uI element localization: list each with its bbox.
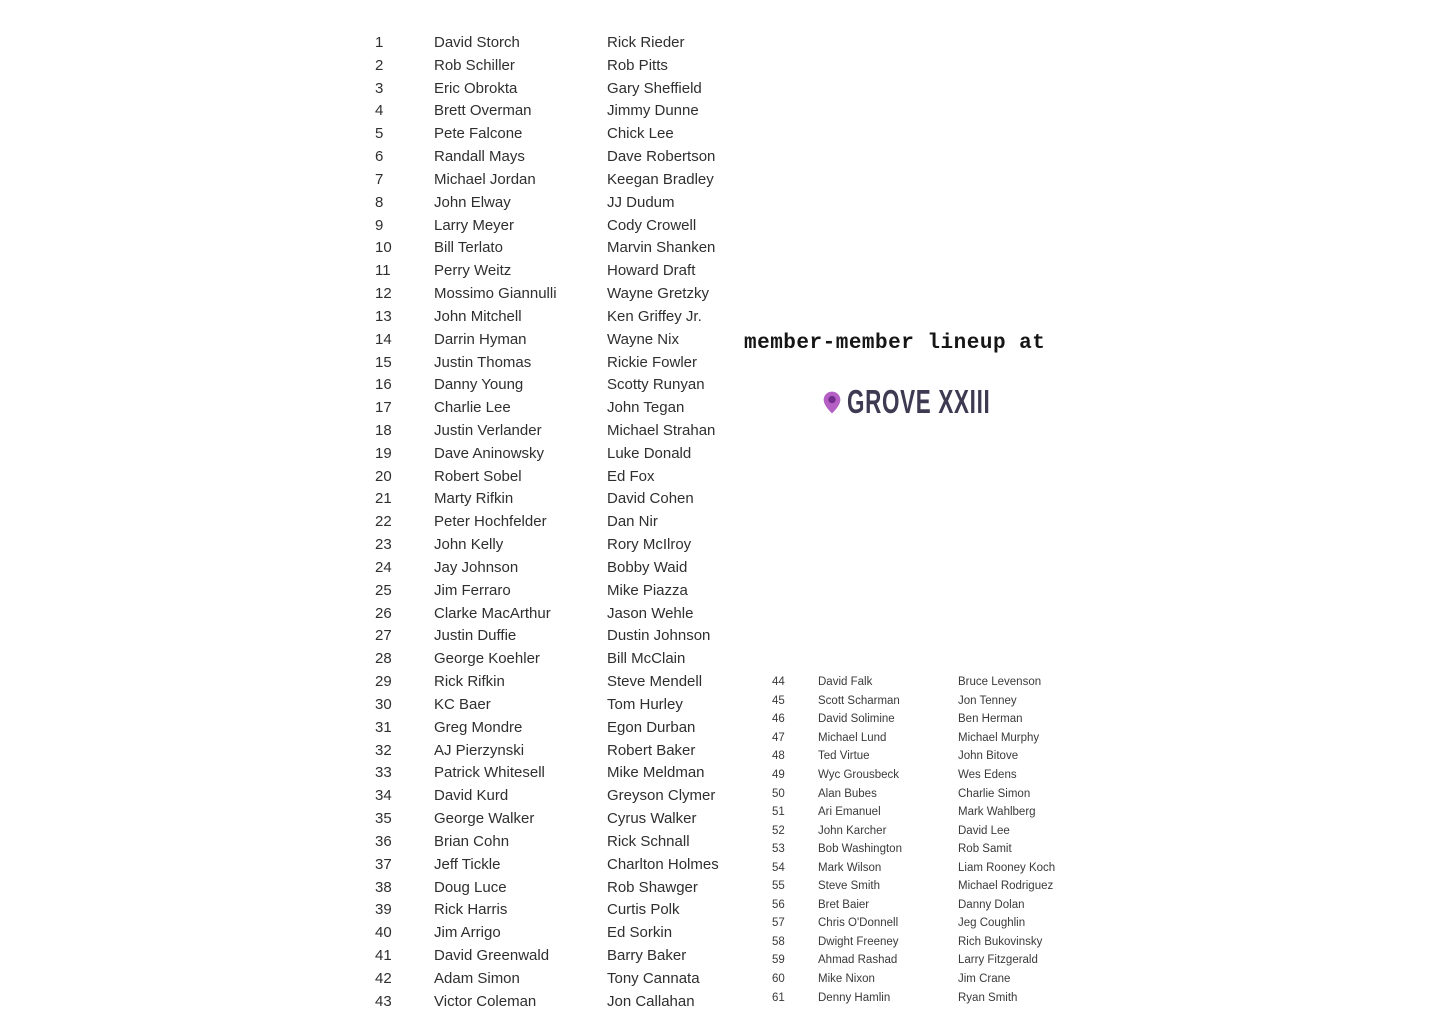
pair-number: 13 bbox=[375, 307, 392, 325]
pair-number: 8 bbox=[375, 193, 384, 211]
member-name: David Greenwald bbox=[434, 947, 550, 965]
pair-number: 25 bbox=[375, 581, 392, 599]
member-name: Ari Emanuel bbox=[818, 806, 881, 819]
member-name: David Solimine bbox=[818, 713, 895, 726]
list-row bbox=[375, 419, 719, 442]
member-name: Eric Obrokta bbox=[434, 79, 518, 97]
list-row bbox=[375, 556, 719, 579]
member-name: John Mitchell bbox=[434, 307, 522, 325]
pair-number: 17 bbox=[375, 399, 392, 417]
list-row bbox=[772, 877, 1055, 896]
partner-name: Cyrus Walker bbox=[607, 810, 697, 828]
pair-number: 50 bbox=[772, 787, 785, 800]
partner-name: Mike Piazza bbox=[607, 581, 688, 599]
member-name: Michael Jordan bbox=[434, 170, 536, 188]
member-name: Larry Meyer bbox=[434, 216, 515, 234]
list-row bbox=[375, 465, 719, 488]
member-name: Bob Washington bbox=[818, 843, 902, 856]
pair-number: 41 bbox=[375, 947, 392, 965]
list-row bbox=[375, 259, 719, 282]
pair-number: 14 bbox=[375, 330, 392, 348]
member-name: Brian Cohn bbox=[434, 832, 510, 850]
page-title: member-member lineup at bbox=[744, 332, 1046, 355]
pair-number: 3 bbox=[375, 79, 384, 97]
partner-name: Howard Draft bbox=[607, 262, 696, 280]
list-row bbox=[375, 351, 719, 374]
pair-number: 15 bbox=[375, 353, 392, 371]
pair-number: 16 bbox=[375, 376, 392, 394]
member-name: Marty Rifkin bbox=[434, 490, 514, 508]
pair-number: 47 bbox=[772, 731, 785, 744]
member-name: Charlie Lee bbox=[434, 399, 511, 417]
pair-number: 28 bbox=[375, 650, 392, 668]
pair-number: 44 bbox=[772, 676, 785, 689]
pair-number: 38 bbox=[375, 878, 392, 896]
partner-name: Larry Fitzgerald bbox=[958, 954, 1038, 967]
partner-name: Mark Wahlberg bbox=[958, 806, 1036, 819]
list-row bbox=[375, 853, 719, 876]
partner-name: Ryan Smith bbox=[958, 991, 1018, 1004]
venue-tag bbox=[822, 383, 1058, 421]
member-name: Patrick Whitesell bbox=[434, 764, 545, 782]
list-row bbox=[375, 77, 719, 100]
partner-name: Bobby Waid bbox=[607, 558, 688, 576]
pair-number: 56 bbox=[772, 898, 785, 911]
pair-number: 2 bbox=[375, 56, 384, 74]
member-name: Chris O'Donnell bbox=[818, 917, 899, 930]
pair-number: 57 bbox=[772, 917, 785, 930]
list-row bbox=[375, 716, 719, 739]
member-name: Rick Harris bbox=[434, 901, 508, 919]
pair-number: 20 bbox=[375, 467, 392, 485]
member-name: John Karcher bbox=[818, 824, 887, 837]
partner-name: Ed Sorkin bbox=[607, 924, 673, 942]
list-row bbox=[772, 729, 1055, 748]
pair-number: 40 bbox=[375, 924, 392, 942]
pair-number: 54 bbox=[772, 861, 785, 874]
pair-number: 1 bbox=[375, 33, 384, 51]
partner-name: Dave Robertson bbox=[607, 148, 716, 166]
pair-number: 4 bbox=[375, 102, 384, 120]
partner-name: Egon Durban bbox=[607, 718, 696, 736]
list-row bbox=[375, 214, 719, 237]
list-row bbox=[772, 896, 1055, 915]
pair-number: 58 bbox=[772, 935, 785, 948]
partner-name: Rick Rieder bbox=[607, 33, 685, 51]
list-row bbox=[772, 933, 1055, 952]
partner-name: Rob Samit bbox=[958, 843, 1012, 856]
pair-number: 60 bbox=[772, 973, 785, 986]
partner-name: Liam Rooney Koch bbox=[958, 861, 1056, 874]
list-row bbox=[375, 944, 719, 967]
pair-number: 33 bbox=[375, 764, 392, 782]
pair-number: 21 bbox=[375, 490, 392, 508]
list-row bbox=[375, 31, 719, 54]
pair-number: 55 bbox=[772, 880, 785, 893]
member-name: Mark Wilson bbox=[818, 861, 882, 874]
member-name: Robert Sobel bbox=[434, 467, 522, 485]
pair-number: 9 bbox=[375, 216, 384, 234]
partner-name: Keegan Bradley bbox=[607, 170, 714, 188]
list-row bbox=[375, 647, 719, 670]
list-row bbox=[772, 710, 1055, 729]
partner-name: Ed Fox bbox=[607, 467, 655, 485]
member-name: Jay Johnson bbox=[434, 558, 519, 576]
member-name: Mike Nixon bbox=[818, 973, 875, 986]
pair-number: 7 bbox=[375, 170, 384, 188]
pair-number: 5 bbox=[375, 125, 384, 143]
member-name: Doug Luce bbox=[434, 878, 507, 896]
partner-name: Cody Crowell bbox=[607, 216, 697, 234]
partner-name: Wayne Nix bbox=[607, 330, 679, 348]
list-row bbox=[375, 625, 719, 648]
pair-number: 11 bbox=[375, 262, 391, 280]
list-row bbox=[375, 602, 719, 625]
pair-number: 26 bbox=[375, 604, 392, 622]
member-name: Scott Scharman bbox=[818, 694, 900, 707]
pair-number: 37 bbox=[375, 855, 392, 873]
lineup-list-left bbox=[375, 31, 719, 1013]
member-name: AJ Pierzynski bbox=[434, 741, 525, 759]
list-row bbox=[375, 282, 719, 305]
list-row bbox=[375, 396, 719, 419]
pair-number: 19 bbox=[375, 444, 392, 462]
partner-name: Chick Lee bbox=[607, 125, 674, 143]
member-name: John Kelly bbox=[434, 536, 504, 554]
pair-number: 30 bbox=[375, 695, 392, 713]
partner-name: Jon Callahan bbox=[607, 992, 695, 1010]
partner-name: Gary Sheffield bbox=[607, 79, 702, 97]
list-row bbox=[375, 830, 719, 853]
partner-name: Dan Nir bbox=[607, 513, 658, 531]
list-row bbox=[375, 191, 719, 214]
pair-number: 6 bbox=[375, 148, 384, 166]
pair-number: 53 bbox=[772, 843, 785, 856]
list-row bbox=[375, 762, 719, 785]
member-name: Dwight Freeney bbox=[818, 935, 899, 948]
pair-number: 27 bbox=[375, 627, 392, 645]
partner-name: Rickie Fowler bbox=[607, 353, 698, 371]
list-row bbox=[375, 145, 719, 168]
member-name: KC Baer bbox=[434, 695, 491, 713]
pair-number: 35 bbox=[375, 810, 392, 828]
pair-number: 10 bbox=[375, 239, 392, 257]
list-row bbox=[772, 673, 1055, 692]
member-name: David Storch bbox=[434, 33, 520, 51]
partner-name: Barry Baker bbox=[607, 947, 687, 965]
member-name: Dave Aninowsky bbox=[434, 444, 545, 462]
partner-name: Steve Mendell bbox=[607, 673, 703, 691]
list-row bbox=[375, 236, 719, 259]
list-row bbox=[375, 921, 719, 944]
partner-name: Dustin Johnson bbox=[607, 627, 711, 645]
list-row bbox=[375, 693, 719, 716]
member-name: Clarke MacArthur bbox=[434, 604, 551, 622]
pair-number: 31 bbox=[375, 718, 392, 736]
location-pin-icon bbox=[822, 390, 842, 415]
pair-number: 43 bbox=[375, 992, 392, 1010]
list-row bbox=[375, 54, 719, 77]
partner-name: Tony Cannata bbox=[607, 969, 700, 987]
partner-name: Robert Baker bbox=[607, 741, 696, 759]
member-name: David Falk bbox=[818, 676, 873, 689]
pair-number: 18 bbox=[375, 421, 392, 439]
pair-number: 49 bbox=[772, 769, 785, 781]
pair-number: 29 bbox=[375, 673, 392, 691]
list-row bbox=[772, 988, 1055, 1007]
partner-name: Bruce Levenson bbox=[958, 676, 1042, 689]
partner-name: Jeg Coughlin bbox=[958, 917, 1026, 930]
pair-number: 22 bbox=[375, 513, 392, 531]
pair-number: 24 bbox=[375, 558, 392, 576]
member-name: Perry Weitz bbox=[434, 262, 512, 280]
member-name: Mossimo Giannulli bbox=[434, 285, 557, 303]
list-row bbox=[772, 970, 1055, 989]
member-name: Peter Hochfelder bbox=[434, 513, 547, 531]
list-row bbox=[375, 488, 719, 511]
list-row bbox=[375, 99, 719, 122]
list-row bbox=[375, 168, 719, 191]
list-row bbox=[375, 967, 719, 990]
member-name: Danny Young bbox=[434, 376, 524, 394]
member-name: Rick Rifkin bbox=[434, 673, 505, 691]
member-name: Michael Lund bbox=[818, 731, 887, 744]
list-row bbox=[375, 876, 719, 899]
pair-number: 59 bbox=[772, 954, 785, 967]
partner-name: Michael Strahan bbox=[607, 421, 716, 439]
partner-name: Mike Meldman bbox=[607, 764, 705, 782]
partner-name: Bill McClain bbox=[607, 650, 686, 668]
partner-name: Jim Crane bbox=[958, 973, 1011, 986]
list-row bbox=[375, 305, 719, 328]
member-name: Wyc Grousbeck bbox=[818, 769, 900, 781]
member-name: George Koehler bbox=[434, 650, 540, 668]
member-name: Justin Thomas bbox=[434, 353, 532, 371]
pair-number: 34 bbox=[375, 787, 392, 805]
venue-name: GROVE XXIII bbox=[847, 383, 991, 420]
list-row bbox=[375, 739, 719, 762]
partner-name: JJ Dudum bbox=[607, 193, 675, 211]
partner-name: Jason Wehle bbox=[607, 604, 694, 622]
list-row bbox=[375, 807, 719, 830]
partner-name: John Tegan bbox=[607, 399, 685, 417]
partner-name: Ken Griffey Jr. bbox=[607, 307, 702, 325]
pair-number: 36 bbox=[375, 832, 392, 850]
list-row bbox=[772, 766, 1055, 785]
partner-name: Luke Donald bbox=[607, 444, 692, 462]
pair-number: 51 bbox=[772, 806, 785, 819]
pair-number: 61 bbox=[772, 991, 785, 1004]
member-name: George Walker bbox=[434, 810, 535, 828]
list-row bbox=[375, 784, 719, 807]
list-row bbox=[772, 858, 1055, 877]
partner-name: Rob Shawger bbox=[607, 878, 698, 896]
partner-name: Wes Edens bbox=[958, 769, 1017, 781]
pair-number: 39 bbox=[375, 901, 392, 919]
partner-name: Charlie Simon bbox=[958, 787, 1031, 800]
pair-number: 48 bbox=[772, 750, 785, 763]
list-row bbox=[772, 951, 1055, 970]
partner-name: Michael Murphy bbox=[958, 731, 1040, 744]
member-name: Alan Bubes bbox=[818, 787, 877, 800]
member-name: Bill Terlato bbox=[434, 239, 503, 257]
pair-number: 12 bbox=[375, 285, 392, 303]
list-row bbox=[375, 328, 719, 351]
partner-name: Jimmy Dunne bbox=[607, 102, 699, 120]
member-name: Victor Coleman bbox=[434, 992, 537, 1010]
member-name: Randall Mays bbox=[434, 148, 525, 166]
partner-name: Rob Pitts bbox=[607, 56, 668, 74]
list-row bbox=[772, 821, 1055, 840]
member-name: Justin Verlander bbox=[434, 421, 542, 439]
partner-name: Wayne Gretzky bbox=[607, 285, 709, 303]
list-row bbox=[375, 898, 719, 921]
list-row bbox=[375, 533, 719, 556]
member-name: Darrin Hyman bbox=[434, 330, 527, 348]
list-row bbox=[772, 692, 1055, 711]
list-row bbox=[375, 373, 719, 396]
partner-name: Michael Rodriguez bbox=[958, 880, 1054, 893]
list-row bbox=[772, 914, 1055, 933]
partner-name: Jon Tenney bbox=[958, 694, 1017, 707]
list-row bbox=[375, 990, 719, 1013]
partner-name: Scotty Runyan bbox=[607, 376, 705, 394]
partner-name: Danny Dolan bbox=[958, 898, 1025, 911]
pair-number: 42 bbox=[375, 969, 392, 987]
list-row bbox=[772, 803, 1055, 822]
list-row bbox=[772, 840, 1055, 859]
list-row bbox=[375, 442, 719, 465]
partner-name: David Cohen bbox=[607, 490, 694, 508]
member-name: Bret Baier bbox=[818, 898, 870, 911]
list-row bbox=[375, 579, 719, 602]
partner-name: Curtis Polk bbox=[607, 901, 680, 919]
pair-number: 32 bbox=[375, 741, 392, 759]
list-row bbox=[375, 122, 719, 145]
list-row bbox=[375, 670, 719, 693]
pair-number: 52 bbox=[772, 824, 785, 837]
member-name: Rob Schiller bbox=[434, 56, 515, 74]
member-name: Jeff Tickle bbox=[434, 855, 501, 873]
partner-name: John Bitove bbox=[958, 750, 1019, 763]
member-name: Steve Smith bbox=[818, 880, 880, 893]
pair-number: 23 bbox=[375, 536, 392, 554]
member-name: Ahmad Rashad bbox=[818, 954, 898, 967]
partner-name: Charlton Holmes bbox=[607, 855, 719, 873]
partner-name: Rick Schnall bbox=[607, 832, 690, 850]
pair-number: 46 bbox=[772, 713, 785, 726]
member-name: Adam Simon bbox=[434, 969, 520, 987]
partner-name: Ben Herman bbox=[958, 713, 1023, 726]
pair-number: 45 bbox=[772, 694, 785, 707]
member-name: Greg Mondre bbox=[434, 718, 523, 736]
member-name: John Elway bbox=[434, 193, 511, 211]
partner-name: David Lee bbox=[958, 824, 1010, 837]
member-name: Jim Ferraro bbox=[434, 581, 511, 599]
partner-name: Marvin Shanken bbox=[607, 239, 716, 257]
partner-name: Greyson Clymer bbox=[607, 787, 716, 805]
member-name: Pete Falcone bbox=[434, 125, 523, 143]
member-name: Ted Virtue bbox=[818, 750, 870, 763]
lineup-list-right bbox=[772, 673, 1055, 1007]
list-row bbox=[772, 784, 1055, 803]
member-name: Denny Hamlin bbox=[818, 991, 891, 1004]
member-name: Brett Overman bbox=[434, 102, 532, 120]
partner-name: Rich Bukovinsky bbox=[958, 935, 1043, 948]
partner-name: Tom Hurley bbox=[607, 695, 683, 713]
partner-name: Rory McIlroy bbox=[607, 536, 692, 554]
member-name: David Kurd bbox=[434, 787, 509, 805]
list-row bbox=[375, 510, 719, 533]
member-name: Jim Arrigo bbox=[434, 924, 501, 942]
list-row bbox=[772, 747, 1055, 766]
member-name: Justin Duffie bbox=[434, 627, 517, 645]
